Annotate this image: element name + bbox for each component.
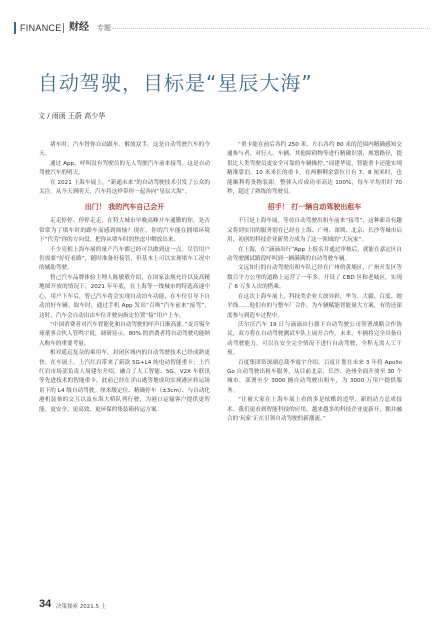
body-paragraph: 不只是上海车展，等待自动驾驶出租车前来“接驾”，这种新奇有趣又将到实用的服务别在已经在上海、广州、深圳、北京、长沙等城市启用，初创的科技企业新势力成为了这一领域的“大玩家”。 xyxy=(227,218,402,244)
header-english: FINANCE xyxy=(20,23,62,33)
body-paragraph: 在上海，在“滴滴出行”App 上报名并通过审核后，就能在嘉定区自动驾驶测试路段呼叫到一辆满满的自动驾驶车辆。 xyxy=(227,246,402,263)
body-paragraph: 沃尔沃汽车 19 日与滴滴出行旗下自动驾驶公司签署战略合作协议，双方将在自动驾驶测试车队上展开合作，未来，车辆将完全具备自动驾驶能力，可以在安全完全情况下进行自动驾驶，全程无需人工干预。 xyxy=(227,321,402,357)
article-byline: 文 / 雨函 王蔚 高少华 xyxy=(38,112,106,120)
header-accent-bar xyxy=(14,22,16,34)
body-paragraph: 文远知行的自动驾驶出租车队已经在广州的黄埔区、广州开发区等数百平方公里的道路上运营了一年多。开设了 CBD 区和老城区，实现了 6 万多人次的搭乘。 xyxy=(227,265,402,291)
body-paragraph: “让被大家在上海车展上看的多是炫酷的造型、新的动力总成技术。我们更看到智能科技的应用，越来越多的科技企业更新开，拥并融合的‘玩家’正在引领自动驾驶的新潮流。” xyxy=(227,397,402,422)
body-paragraph: 百度集团资深副总裁李震宇介绍，百度计划在未来 3 年将 Apollo Go 自动驾驶出租车服务，从目前北京、长沙、沧州全面开放至 30 个城市，部署至少 3000 辆自动驾驶出租车，为 3000 万用户提供服务。 xyxy=(227,359,402,394)
body-paragraph: 在这次上海车展上，科技类企业大放异彩，华为、大疆、百度、地平线……他们有的与整车厂合作，为车辆赋能智能量大方案，有的还深度参与到造车过程中。 xyxy=(227,293,402,319)
body-paragraph: 不少亮相上海车展的量产汽车都已经可以做到这一点。尽管用户仍需要“好好看路”，随时准备好接管，但基本上可以实现堵车工况中的辅助驾驶。 xyxy=(39,246,210,272)
article-title: 自动驾驶，目标是“星辰大海” xyxy=(38,71,313,95)
publication-info: 决策探索 2021.5 上 xyxy=(56,604,107,610)
body-paragraph: 智己汽车品牌体验主理人陈敏敏介绍，在国家法规允许以及高精地图开放的情况下，2021 年年底，在上海等一线城市的特选高速中心，用户下车后，智己汽车将会实现自动泊车功能，在车位引导下自动泊好车辆。取车时，通过手机 App 发出“召唤”汽车前来“接驾”，这时，汽车会自动出由车位并驶向指定位置“接”用户上车。 xyxy=(39,274,210,319)
header-dotted-rule xyxy=(112,28,430,29)
body-paragraph: 通过 App，呼叫没有驾驶员的无人驾驶汽车前来接驾。这是自动驾驶汽车的明天。 xyxy=(39,160,210,177)
right-column xyxy=(227,141,402,424)
header-subtitle: 专题 xyxy=(97,24,111,32)
left-column xyxy=(39,141,210,415)
section-header xyxy=(14,22,426,34)
body-paragraph: 走走停停、停停走走，在特大城市早晚高峰开车通勤的你，是否常常为了堵车时的跟车而感到烦恼？现在，你的汽车能在拥堵环境下“代劳”你的方向盘。把你从堵车时的焦虑中解放出来。 xyxy=(39,218,210,244)
body-paragraph: 堵车时，汽车替你自动跟车、解放双手。这是自动驾驶汽车的今天。 xyxy=(39,142,210,158)
body-paragraph: 相对遥远复杂的乘用车，封闭区域内的自动驾驶技术已经成熟更快。在车展上，上汽红岩带来了新款 5G+L4 纯电动智能重卡；上汽红岩市场部负责人周建东介绍，融合了人工智能、5G、V2X 车联讯等先进技术的智能重卡，此前已经在洋山港等地成功实现港区转运场景下的 L4 级自动驾驶。厘米级定位、精确停车（±3cm）、与自动化港机装备的交互以及东海大桥队列行驶，为港口运输客户提供更智能、更安全、更高效、更环保的集装箱转运方案。 xyxy=(39,350,210,413)
header-divider xyxy=(63,23,64,33)
body-paragraph: “重卡能在前后各约 250 米，左右各约 80 米的范围内精确感知交通参与者，对行人、车辆、其他障碍物等进行精确识别、规划路径，提供比人类驾驶员更安全可靠的车辆操控。”周建华说，智能重卡还能实现精准靠泊，10 米米长的重卡，在两侧剩余靠位只有 7、8 厘米时，也能顺利将货物装卸，整体入库成功率高达 100%，每车平均用时 70 秒，超过了熟练的驾驶员。 xyxy=(227,142,402,196)
page-number: 34 xyxy=(39,598,52,610)
section-heading-1: 出门！ 我的汽车自己会开 xyxy=(84,202,165,212)
header-chinese: 财经 xyxy=(69,22,89,33)
body-paragraph: 在 2021 上海车展上，“新通未来”的自动驾驶技术引发了公众的关注。从今天到明天，汽车将这样带你一起奔向“星辰大海”。 xyxy=(39,179,210,196)
section-heading-2: 招手！ 打一辆自动驾驶出租车 xyxy=(267,202,362,212)
body-paragraph: “中国消费者对汽车智能化和自动驾驶的呼声日渐高涨。”麦肯锡全球董事合伙人管鸣宇说，调研显示，80% 的消费者将自动驾驶功能纳入购车的重要考量。 xyxy=(39,321,210,347)
